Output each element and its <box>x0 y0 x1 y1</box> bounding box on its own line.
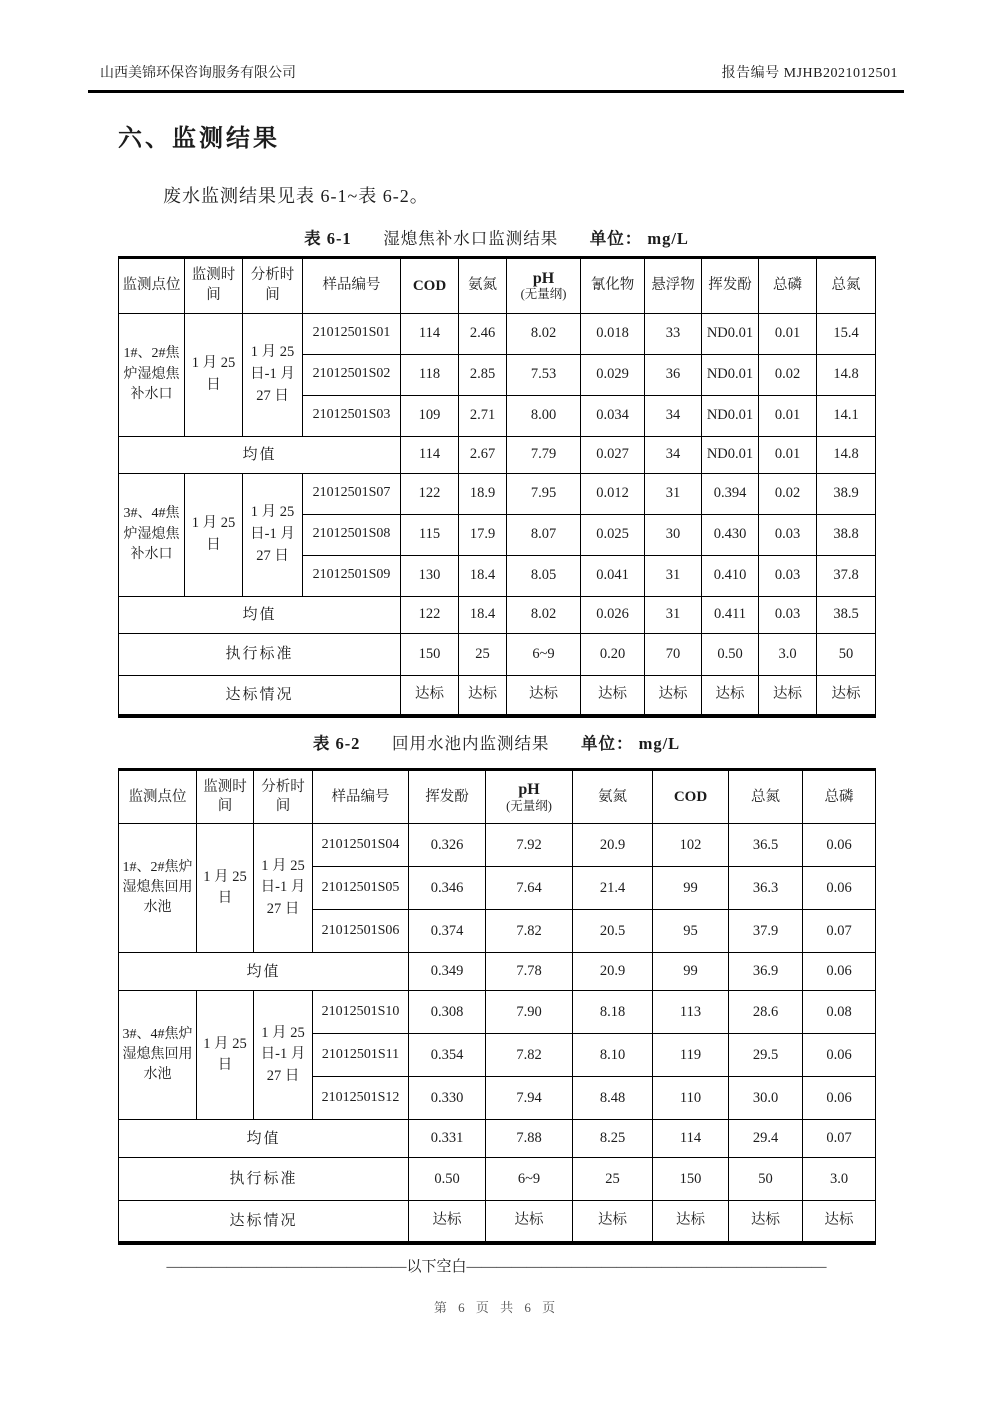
value-cell: 3.0 <box>803 1158 876 1201</box>
value-cell: 7.94 <box>486 1077 573 1120</box>
value-cell: 31 <box>645 473 702 514</box>
value-cell: 0.50 <box>702 633 759 675</box>
value-cell: 18.4 <box>459 596 507 633</box>
value-cell: 99 <box>653 953 729 991</box>
value-cell: 0.03 <box>759 596 817 633</box>
value-cell: 7.88 <box>486 1120 573 1158</box>
page-number: 第 6 页 共 6 页 <box>433 1299 560 1315</box>
value-cell: 119 <box>653 1034 729 1077</box>
value-cell: 2.67 <box>459 436 507 473</box>
value-cell: 33 <box>645 313 702 354</box>
table-header-row <box>119 257 876 313</box>
value-cell: 达标 <box>653 1201 729 1243</box>
value-cell: 0.012 <box>581 473 645 514</box>
column-header-phenol: 挥发酚 <box>702 257 759 313</box>
value-cell: 30 <box>645 514 702 555</box>
value-cell: 38.5 <box>817 596 876 633</box>
value-cell: 0.394 <box>702 473 759 514</box>
mean-label-cell: 均值 <box>119 596 401 633</box>
value-cell: 0.07 <box>803 1120 876 1158</box>
value-cell: 0.346 <box>409 867 486 910</box>
value-cell: 0.326 <box>409 824 486 867</box>
value-cell: 38.9 <box>817 473 876 514</box>
mean-row <box>119 436 876 473</box>
column-header-site: 监测点位 <box>119 770 197 824</box>
table1-caption <box>118 225 875 249</box>
standard-row <box>119 633 876 675</box>
value-cell: 0.349 <box>409 953 486 991</box>
value-cell: 0.03 <box>759 514 817 555</box>
value-cell: 达标 <box>729 1201 803 1243</box>
analysis-time-cell: 1 月 25 日-1 月 27 日 <box>243 473 303 596</box>
sample-id-cell: 21012501S05 <box>313 867 409 910</box>
value-cell: 36.5 <box>729 824 803 867</box>
analysis-time-cell: 1 月 25 日-1 月 27 日 <box>254 824 313 953</box>
ph-label: pH <box>518 781 540 799</box>
column-header-sample: 样品编号 <box>303 257 401 313</box>
value-cell: 17.9 <box>459 514 507 555</box>
table1-unit-label: 单位： <box>589 228 643 248</box>
value-cell: 0.354 <box>409 1034 486 1077</box>
column-header-tn: 总氮 <box>729 770 803 824</box>
value-cell: 0.026 <box>581 596 645 633</box>
value-cell: 2.71 <box>459 395 507 436</box>
value-cell: 7.82 <box>486 1034 573 1077</box>
value-cell: 2.85 <box>459 354 507 395</box>
value-cell: 0.018 <box>581 313 645 354</box>
analysis-time-cell: 1 月 25 日-1 月 27 日 <box>243 313 303 436</box>
table-row <box>119 991 876 1034</box>
column-header-nh3n: 氨氮 <box>459 257 507 313</box>
value-cell: 达标 <box>409 1201 486 1243</box>
value-cell: 7.95 <box>507 473 581 514</box>
value-cell: 3.0 <box>759 633 817 675</box>
value-cell: 8.25 <box>573 1120 653 1158</box>
value-cell: 0.06 <box>803 1077 876 1120</box>
value-cell: 6~9 <box>507 633 581 675</box>
value-cell: 109 <box>401 395 459 436</box>
table-row <box>119 473 876 514</box>
table1-unit: mg/L <box>647 228 689 248</box>
table-header-row <box>119 770 876 824</box>
value-cell: 0.025 <box>581 514 645 555</box>
column-header-cod: COD <box>653 770 729 824</box>
table-row <box>119 313 876 354</box>
value-cell: 0.20 <box>581 633 645 675</box>
value-cell: 50 <box>729 1158 803 1201</box>
value-cell: 150 <box>401 633 459 675</box>
value-cell: 8.18 <box>573 991 653 1034</box>
value-cell: 115 <box>401 514 459 555</box>
column-header-nh3n: 氨氮 <box>573 770 653 824</box>
mean-label-cell: 均值 <box>119 436 401 473</box>
compliance-row <box>119 1201 876 1243</box>
monitor-time-cell: 1 月 25 日 <box>185 473 243 596</box>
value-cell: 122 <box>401 473 459 514</box>
value-cell: 95 <box>653 910 729 953</box>
value-cell: 18.9 <box>459 473 507 514</box>
table-6-1 <box>118 256 876 719</box>
value-cell: ND0.01 <box>702 436 759 473</box>
mean-label-cell: 均值 <box>119 1120 409 1158</box>
ph-sub-label: (无量纲) <box>520 287 567 302</box>
table2-caption <box>118 730 875 754</box>
value-cell: 34 <box>645 395 702 436</box>
column-header-monitor-time: 监测时间 <box>197 770 254 824</box>
site-cell: 1#、2#焦炉湿熄焦回用水池 <box>119 824 197 953</box>
value-cell: 7.92 <box>486 824 573 867</box>
standard-label-cell: 执行标准 <box>119 633 401 675</box>
value-cell: 30.0 <box>729 1077 803 1120</box>
sample-id-cell: 21012501S09 <box>303 555 401 596</box>
value-cell: 2.46 <box>459 313 507 354</box>
value-cell: 38.8 <box>817 514 876 555</box>
value-cell: 0.06 <box>803 953 876 991</box>
value-cell: 0.330 <box>409 1077 486 1120</box>
value-cell: 36 <box>645 354 702 395</box>
value-cell: 14.8 <box>817 354 876 395</box>
section-title: 六、监测结果 <box>118 126 280 152</box>
value-cell: 102 <box>653 824 729 867</box>
site-cell: 1#、2#焦炉湿熄焦补水口 <box>119 313 185 436</box>
value-cell: 7.79 <box>507 436 581 473</box>
monitor-time-cell: 1 月 25 日 <box>197 991 254 1120</box>
value-cell: 0.02 <box>759 354 817 395</box>
value-cell: 8.07 <box>507 514 581 555</box>
value-cell: 达标 <box>459 675 507 716</box>
value-cell: 31 <box>645 555 702 596</box>
value-cell: 70 <box>645 633 702 675</box>
value-cell: 0.374 <box>409 910 486 953</box>
value-cell: 0.08 <box>803 991 876 1034</box>
value-cell: 0.01 <box>759 313 817 354</box>
value-cell: 37.8 <box>817 555 876 596</box>
table2-caption-label: 表 6-2 <box>312 734 361 754</box>
sample-id-cell: 21012501S07 <box>303 473 401 514</box>
value-cell: ND0.01 <box>702 354 759 395</box>
below-blank-marker: ————————————————以下空白———————————————————————— <box>166 1258 827 1275</box>
compliance-row <box>119 675 876 716</box>
value-cell: 122 <box>401 596 459 633</box>
value-cell: 36.3 <box>729 867 803 910</box>
value-cell: 达标 <box>702 675 759 716</box>
column-header-ph <box>507 257 581 313</box>
value-cell: 8.48 <box>573 1077 653 1120</box>
value-cell: 110 <box>653 1077 729 1120</box>
value-cell: 0.06 <box>803 1034 876 1077</box>
monitor-time-cell: 1 月 25 日 <box>197 824 254 953</box>
column-header-ss: 悬浮物 <box>645 257 702 313</box>
standard-label-cell: 执行标准 <box>119 1158 409 1201</box>
mean-label-cell: 均值 <box>119 953 409 991</box>
value-cell: 20.9 <box>573 953 653 991</box>
column-header-sample: 样品编号 <box>313 770 409 824</box>
sample-id-cell: 21012501S04 <box>313 824 409 867</box>
value-cell: 达标 <box>759 675 817 716</box>
sample-id-cell: 21012501S12 <box>313 1077 409 1120</box>
value-cell: 118 <box>401 354 459 395</box>
mean-row <box>119 953 876 991</box>
value-cell: 0.50 <box>409 1158 486 1201</box>
value-cell: ND0.01 <box>702 395 759 436</box>
value-cell: 130 <box>401 555 459 596</box>
value-cell: 达标 <box>507 675 581 716</box>
value-cell: 0.027 <box>581 436 645 473</box>
value-cell: 0.07 <box>803 910 876 953</box>
column-header-ph <box>486 770 573 824</box>
value-cell: 0.331 <box>409 1120 486 1158</box>
sample-id-cell: 21012501S08 <box>303 514 401 555</box>
standard-row <box>119 1158 876 1201</box>
value-cell: 0.01 <box>759 436 817 473</box>
site-cell: 3#、4#焦炉湿熄焦补水口 <box>119 473 185 596</box>
value-cell: 8.00 <box>507 395 581 436</box>
table2-unit-label: 单位： <box>580 734 634 754</box>
ph-sub-label: (无量纲) <box>506 798 552 813</box>
value-cell: 0.02 <box>759 473 817 514</box>
value-cell: 7.53 <box>507 354 581 395</box>
value-cell: 99 <box>653 867 729 910</box>
value-cell: 达标 <box>401 675 459 716</box>
value-cell: 7.90 <box>486 991 573 1034</box>
value-cell: 8.02 <box>507 313 581 354</box>
column-header-cyanide: 氰化物 <box>581 257 645 313</box>
mean-row <box>119 1120 876 1158</box>
column-header-tn: 总氮 <box>817 257 876 313</box>
compliance-label-cell: 达标情况 <box>119 675 401 716</box>
value-cell: 25 <box>459 633 507 675</box>
mean-row <box>119 596 876 633</box>
report-number: 报告编号 MJHB2021012501 <box>721 66 898 81</box>
value-cell: 达标 <box>645 675 702 716</box>
value-cell: 113 <box>653 991 729 1034</box>
value-cell: 114 <box>653 1120 729 1158</box>
value-cell: 34 <box>645 436 702 473</box>
value-cell: 0.410 <box>702 555 759 596</box>
column-header-phenol: 挥发酚 <box>409 770 486 824</box>
value-cell: 0.06 <box>803 867 876 910</box>
value-cell: 31 <box>645 596 702 633</box>
sample-id-cell: 21012501S01 <box>303 313 401 354</box>
value-cell: 0.034 <box>581 395 645 436</box>
compliance-label-cell: 达标情况 <box>119 1201 409 1243</box>
value-cell: 8.10 <box>573 1034 653 1077</box>
sample-id-cell: 21012501S03 <box>303 395 401 436</box>
value-cell: 29.5 <box>729 1034 803 1077</box>
value-cell: 0.03 <box>759 555 817 596</box>
table-6-2 <box>118 768 876 1245</box>
value-cell: 50 <box>817 633 876 675</box>
value-cell: 0.06 <box>803 824 876 867</box>
value-cell: 0.411 <box>702 596 759 633</box>
value-cell: ND0.01 <box>702 313 759 354</box>
table1-caption-title: 湿熄焦补水口监测结果 <box>383 228 559 248</box>
value-cell: 0.029 <box>581 354 645 395</box>
value-cell: 7.82 <box>486 910 573 953</box>
table-row <box>119 824 876 867</box>
value-cell: 7.78 <box>486 953 573 991</box>
table2-caption-title: 回用水池内监测结果 <box>391 734 550 754</box>
value-cell: 150 <box>653 1158 729 1201</box>
sample-id-cell: 21012501S06 <box>313 910 409 953</box>
intro-text: 废水监测结果见表 6-1~表 6-2。 <box>163 186 429 207</box>
page-header <box>88 62 904 93</box>
value-cell: 达标 <box>817 675 876 716</box>
value-cell: 21.4 <box>573 867 653 910</box>
value-cell: 18.4 <box>459 555 507 596</box>
column-header-tp: 总磷 <box>759 257 817 313</box>
column-header-cod: COD <box>401 257 459 313</box>
value-cell: 达标 <box>581 675 645 716</box>
value-cell: 达标 <box>486 1201 573 1243</box>
value-cell: 37.9 <box>729 910 803 953</box>
value-cell: 29.4 <box>729 1120 803 1158</box>
value-cell: 0.041 <box>581 555 645 596</box>
value-cell: 0.430 <box>702 514 759 555</box>
value-cell: 36.9 <box>729 953 803 991</box>
column-header-analysis-time: 分析时间 <box>254 770 313 824</box>
sample-id-cell: 21012501S11 <box>313 1034 409 1077</box>
column-header-site: 监测点位 <box>119 257 185 313</box>
value-cell: 28.6 <box>729 991 803 1034</box>
value-cell: 20.5 <box>573 910 653 953</box>
value-cell: 14.1 <box>817 395 876 436</box>
value-cell: 6~9 <box>486 1158 573 1201</box>
value-cell: 20.9 <box>573 824 653 867</box>
sample-id-cell: 21012501S10 <box>313 991 409 1034</box>
value-cell: 8.05 <box>507 555 581 596</box>
value-cell: 8.02 <box>507 596 581 633</box>
company-name: 山西美锦环保咨询服务有限公司 <box>100 66 296 81</box>
value-cell: 达标 <box>573 1201 653 1243</box>
column-header-monitor-time: 监测时间 <box>185 257 243 313</box>
value-cell: 0.308 <box>409 991 486 1034</box>
value-cell: 达标 <box>803 1201 876 1243</box>
column-header-analysis-time: 分析时间 <box>243 257 303 313</box>
site-cell: 3#、4#焦炉湿熄焦回用水池 <box>119 991 197 1120</box>
value-cell: 15.4 <box>817 313 876 354</box>
value-cell: 114 <box>401 313 459 354</box>
value-cell: 0.01 <box>759 395 817 436</box>
column-header-tp: 总磷 <box>803 770 876 824</box>
monitor-time-cell: 1 月 25 日 <box>185 313 243 436</box>
value-cell: 7.64 <box>486 867 573 910</box>
value-cell: 14.8 <box>817 436 876 473</box>
analysis-time-cell: 1 月 25 日-1 月 27 日 <box>254 991 313 1120</box>
value-cell: 114 <box>401 436 459 473</box>
table1-caption-label: 表 6-1 <box>304 228 352 248</box>
value-cell: 25 <box>573 1158 653 1201</box>
table2-unit: mg/L <box>638 734 681 754</box>
ph-label: pH <box>532 269 555 287</box>
sample-id-cell: 21012501S02 <box>303 354 401 395</box>
